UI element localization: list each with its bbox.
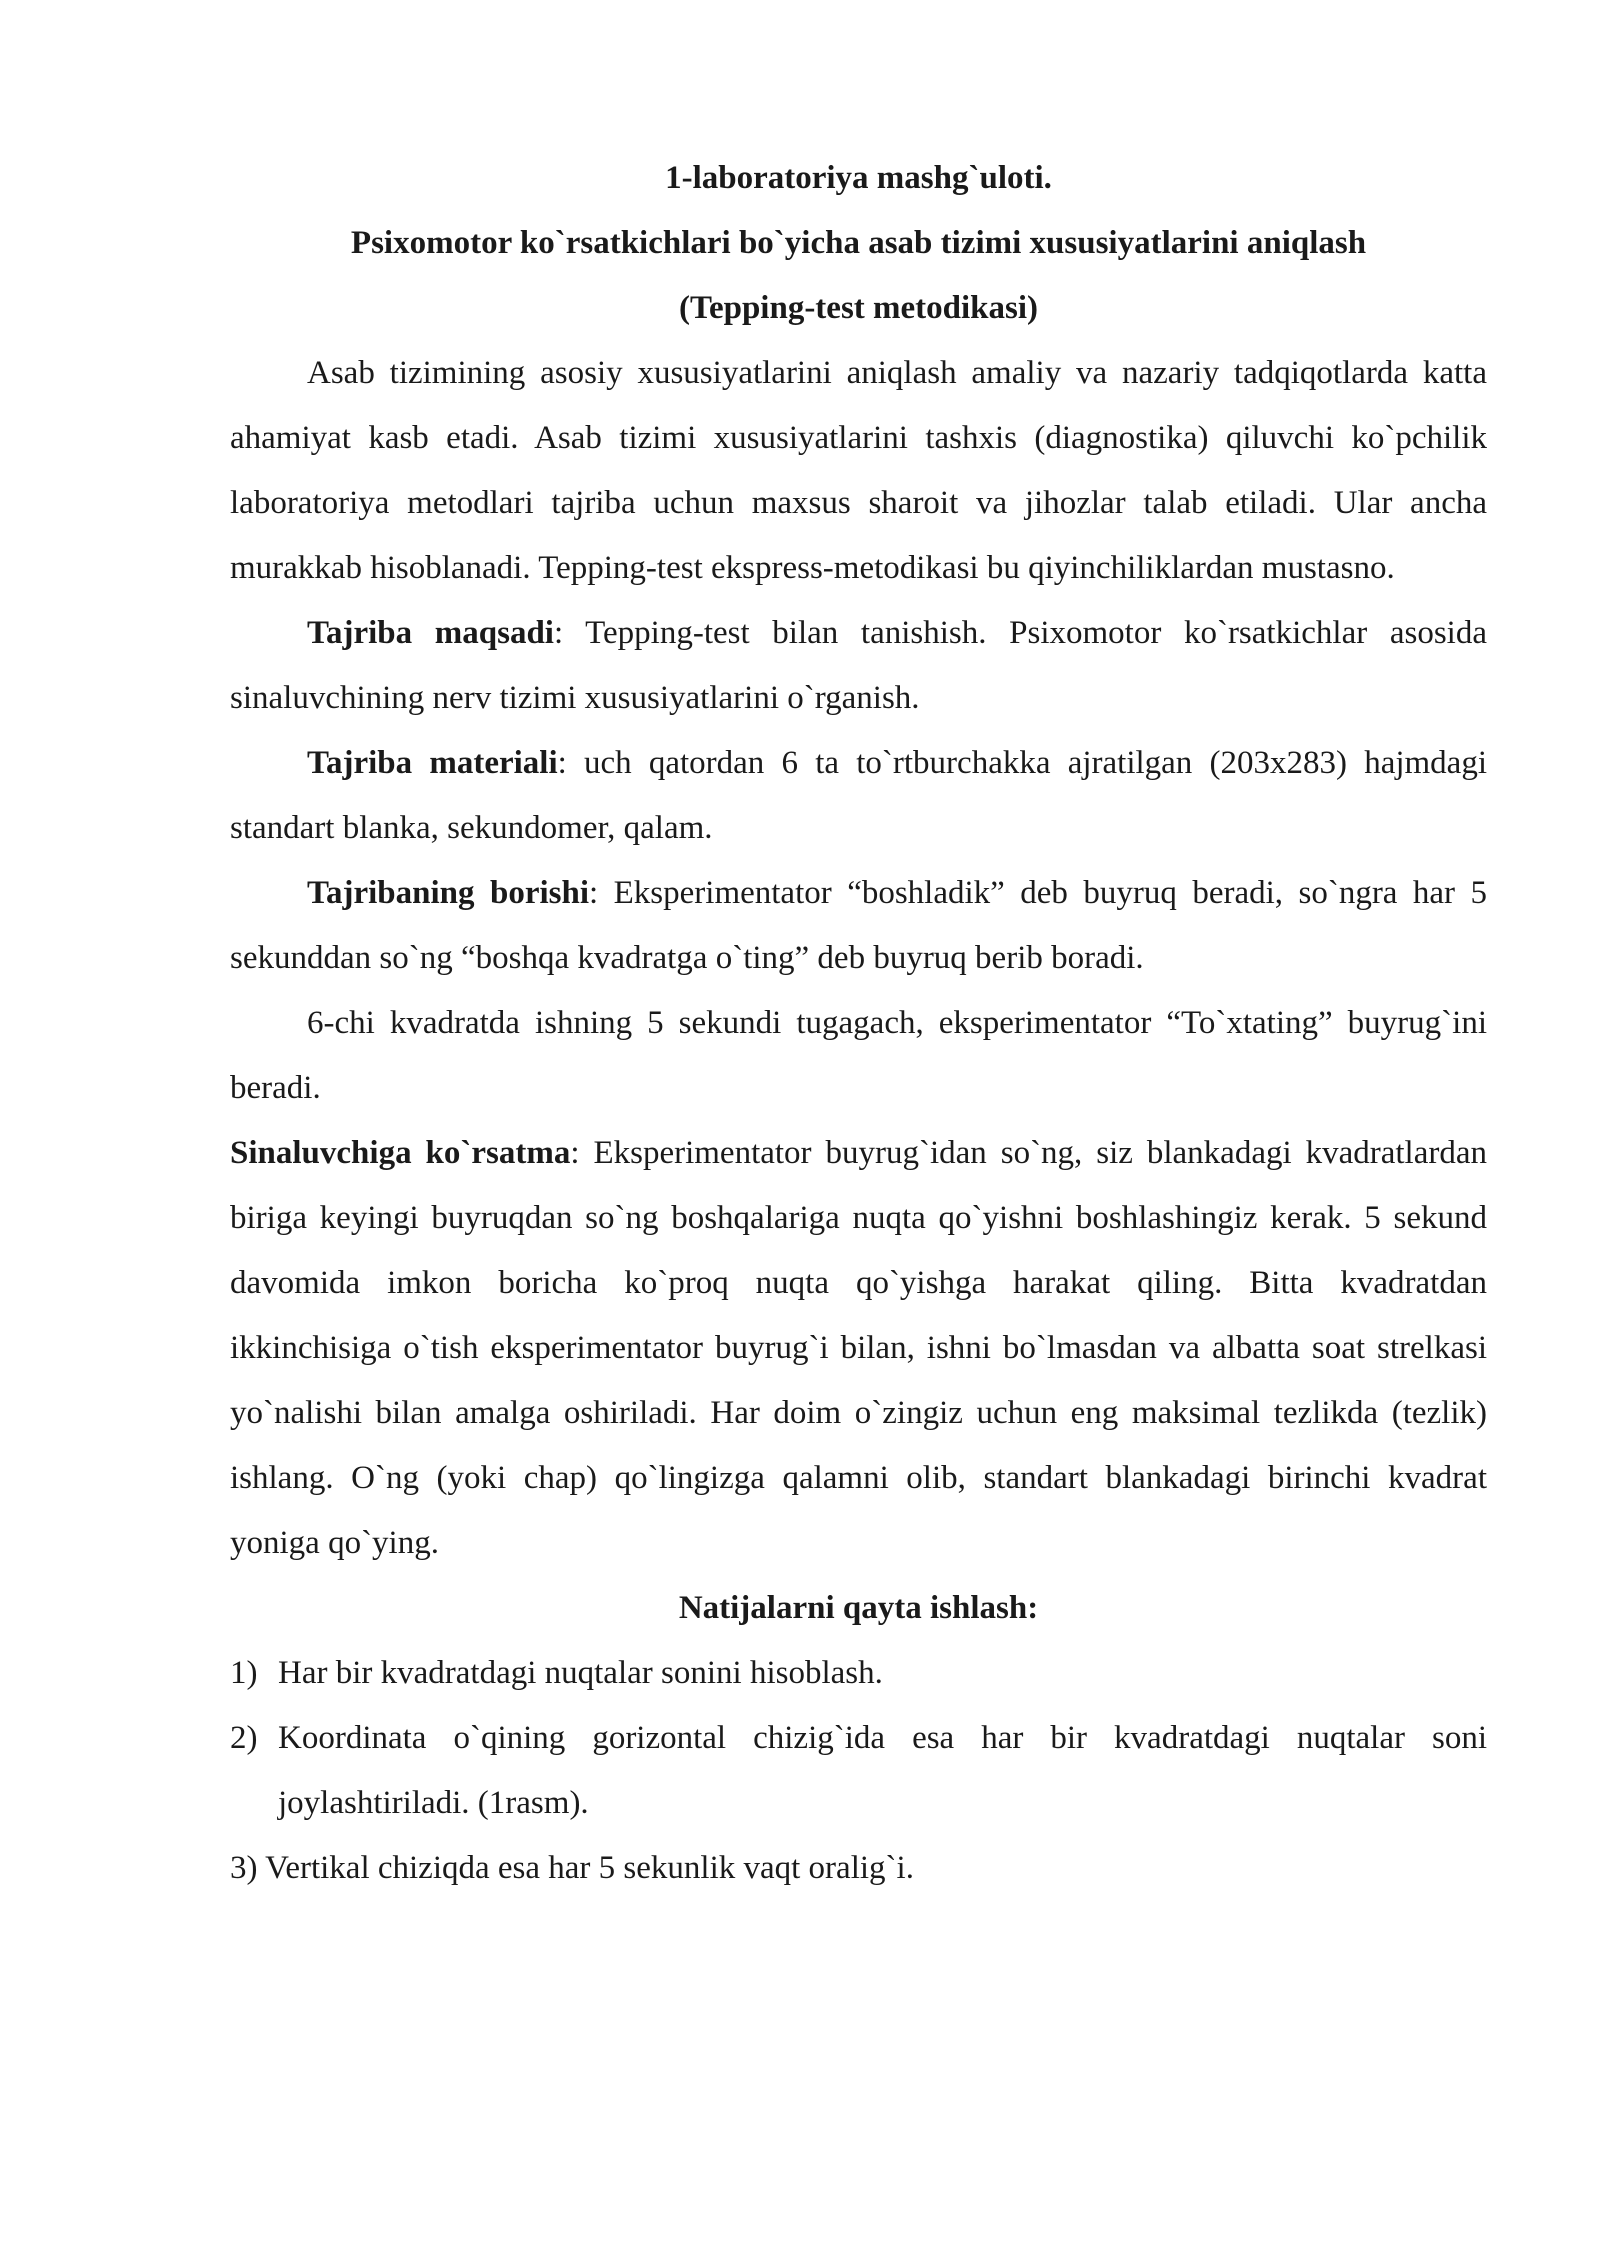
course-paragraph bbox=[230, 861, 1487, 991]
instruction-label: Sinaluvchiga ko`rsatma bbox=[230, 1135, 571, 1171]
course-paragraph-2: 6-chi kvadratda ishning 5 sekundi tugagach, eksperimentator “To`xtating” buyrug`ini beradi. bbox=[230, 1005, 1487, 1106]
material-text: : uch qatordan 6 ta to`rtburchakka ajratilgan (203x283) hajmdagi standart blanka, sekundomer, qalam. bbox=[230, 745, 1487, 846]
results-heading: Natijalarni qayta ishlash: bbox=[678, 1590, 1039, 1626]
goal-text: : Tepping-test bilan tanishish. Psixomotor ko`rsatkichlar asosida sinaluvchining nerv tizimi xususiyatlarini o`rganish. bbox=[230, 615, 1487, 716]
list-item-number: 1) bbox=[230, 1655, 258, 1691]
document-subtitle: Psixomotor ko`rsatkichlari bo`yicha asab tizimi xususiyatlarini aniqlash bbox=[350, 225, 1367, 261]
course-label: Tajribaning borishi bbox=[307, 875, 590, 911]
list-item bbox=[230, 1836, 1487, 1901]
intro-paragraph: Asab tizimining asosiy xususiyatlarini aniqlash amaliy va nazariy tadqiqotlarda katta ahamiyat kasb etadi. Asab tizimi xususiyatlarini tashxis (diagnostika) qiluvchi ko`pchilik laboratoriya metodlari tajriba uchun maxsus sharoit va jihozlar talab etiladi. Ular ancha murakkab hisoblanadi. Tepping-test ekspress-metodikasi bu qiyinchiliklardan mustasno. bbox=[230, 355, 1487, 586]
instruction-paragraph bbox=[230, 1121, 1487, 1576]
document-title: 1-laboratoriya mashg`uloti. bbox=[665, 160, 1052, 196]
list-item-text: Har bir kvadratdagi nuqtalar sonini hisoblash. bbox=[278, 1655, 883, 1691]
document-method-title: (Tepping-test metodikasi) bbox=[678, 290, 1039, 326]
goal-label: Tajriba maqsadi bbox=[307, 615, 554, 651]
list-item bbox=[230, 1706, 1487, 1836]
instruction-text: : Eksperimentator buyrug`idan so`ng, siz blankadagi kvadratlardan biriga keyingi buyruqdan so`ng boshqalariga nuqta qo`yishni boshlashingiz kerak. 5 sekund davomida imkon boricha ko`proq nuqta qo`yishga harakat qiling. Bitta kvadratdan ikkinchisiga o`tish eksperimentator buyrug`i bilan, ishni bo`lmasdan va albatta soat strelkasi yo`nalishi bilan amalga oshiriladi. Har doim o`zingiz uchun eng maksimal tezlikda (tezlik) ishlang. O`ng (yoki chap) qo`lingizga qalamni olib, standart blankadagi birinchi kvadrat yoniga qo`ying. bbox=[230, 1135, 1487, 1561]
material-label: Tajriba materiali bbox=[307, 745, 558, 781]
list-item-number: 3) bbox=[230, 1850, 258, 1886]
results-steps-list bbox=[230, 1641, 1487, 1901]
list-item-text: Koordinata o`qining gorizontal chizig`ida esa har bir kvadratdagi nuqtalar soni joylashtiriladi. (1rasm). bbox=[278, 1720, 1487, 1821]
list-item bbox=[230, 1641, 1487, 1706]
document-page bbox=[230, 146, 1487, 1901]
list-item-number: 2) bbox=[230, 1720, 258, 1756]
course-text: : Eksperimentator “boshladik” deb buyruq beradi, so`ngra har 5 sekunddan so`ng “boshqa kvadratga o`ting” deb buyruq berib boradi. bbox=[230, 875, 1488, 976]
list-item-text: Vertikal chiziqda esa har 5 sekunlik vaqt oralig`i. bbox=[265, 1850, 914, 1886]
goal-paragraph bbox=[230, 601, 1487, 731]
material-paragraph bbox=[230, 731, 1487, 861]
